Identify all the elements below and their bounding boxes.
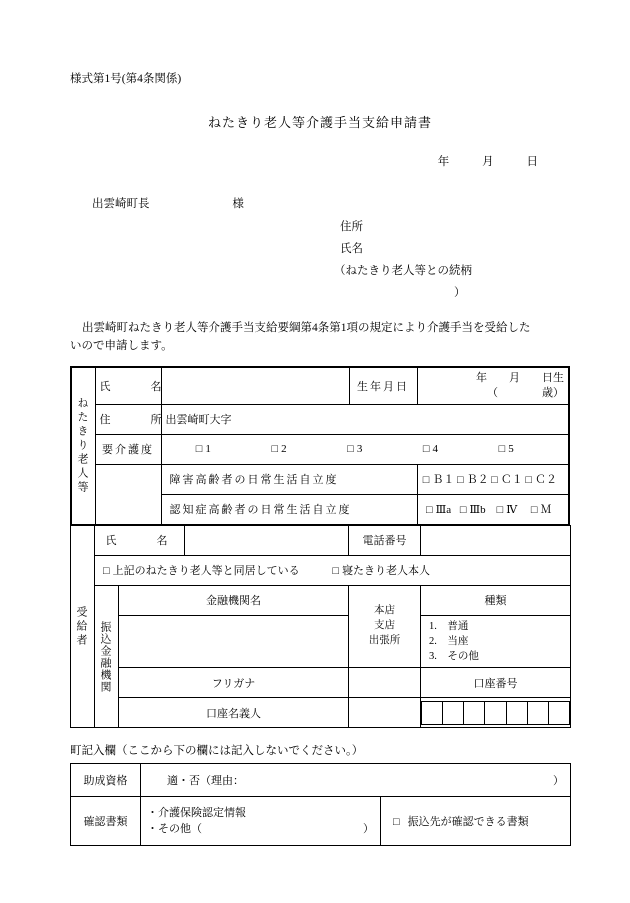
- dementia-option-3b: Ⅲb: [469, 504, 486, 517]
- self-option[interactable]: [332, 565, 430, 577]
- account-number-boxes[interactable]: [421, 698, 571, 728]
- branch-label-honten: 本店: [374, 605, 395, 617]
- recipient-living-options[interactable]: [95, 555, 571, 585]
- dementia-option[interactable]: [456, 503, 490, 516]
- table-row: [71, 698, 571, 728]
- recipient-phone-label: 電話番号: [349, 525, 421, 555]
- table-row: [71, 668, 571, 698]
- care-level-4: 4: [432, 443, 439, 456]
- documents-item-2: [147, 821, 374, 838]
- dementia-option-3a: Ⅲa: [435, 504, 452, 517]
- care-level-5: 5: [508, 443, 514, 456]
- disability-option-c1: Ｃ１: [500, 474, 523, 487]
- account-no-label: 口座番号: [421, 668, 571, 698]
- checkbox-icon[interactable]: □: [498, 443, 506, 456]
- checkbox-icon[interactable]: □: [393, 816, 400, 829]
- care-level-label: 要介護度: [95, 434, 161, 464]
- care-level-option[interactable]: [241, 443, 317, 455]
- transfer-check-cell[interactable]: [381, 797, 571, 846]
- care-level-1: 1: [205, 443, 211, 456]
- disability-option[interactable]: [422, 471, 456, 487]
- documents-list[interactable]: [141, 797, 381, 846]
- intro-line-1: 出雲崎町ねたきり老人等介護手当支給要綱第4条第1項の規定により介護手当を受給した: [82, 322, 531, 335]
- document-title: ねたきり老人等介護手当支給申請書: [207, 115, 432, 130]
- bank-name-label: 金融機関名: [119, 585, 349, 615]
- checkbox-icon[interactable]: □: [103, 565, 110, 578]
- date-day: 日: [526, 156, 540, 168]
- account-digit-cell[interactable]: [485, 701, 506, 724]
- qualification-value[interactable]: [141, 764, 571, 797]
- disability-label: 障害高齢者の日常生活自立度: [161, 464, 417, 494]
- documents-item-1: ・介護保険認定情報: [147, 806, 246, 819]
- account-digit-cell[interactable]: [464, 701, 485, 724]
- table-row: [71, 555, 571, 585]
- applicant-address-label: 住所: [340, 221, 363, 233]
- elderly-vertical-label: ねたきり老人等: [71, 367, 95, 525]
- branch-label-shucchojo: 出張所: [368, 634, 401, 646]
- dementia-option[interactable]: [422, 503, 456, 516]
- bank-name-input[interactable]: [119, 615, 349, 668]
- birth-line-2: （ 歳）: [487, 386, 564, 399]
- table-row: [71, 404, 569, 434]
- dementia-label: 認知症高齢者の日常生活自立度: [161, 494, 417, 525]
- elderly-address-value: 出雲崎町大字: [165, 414, 232, 427]
- table-row: [422, 701, 570, 724]
- applicant-relation-label: （ねたきり老人等との続柄: [334, 264, 472, 277]
- addressee-honorific: 様: [232, 198, 244, 210]
- care-level-option[interactable]: [317, 443, 393, 455]
- care-level-3: 3: [356, 443, 363, 456]
- recipient-name-input[interactable]: [185, 525, 349, 555]
- transfer-check-label: 振込先が確認できる書類: [407, 816, 529, 829]
- checkbox-icon[interactable]: □: [332, 565, 340, 578]
- account-type-label: 種類: [421, 585, 571, 615]
- qualification-close: ）: [553, 775, 564, 788]
- account-digit-cell[interactable]: [506, 701, 527, 724]
- disability-option[interactable]: [490, 471, 524, 487]
- table-row: [71, 525, 571, 555]
- table-row: [71, 797, 571, 846]
- account-number-grid: [421, 701, 570, 725]
- town-section-note: 町記入欄（ここから下の欄には記入しないでください。）: [70, 745, 364, 758]
- table-row: [71, 434, 569, 464]
- birth-line-1: 年 月 日生: [476, 372, 564, 384]
- checkbox-icon[interactable]: □: [456, 474, 464, 487]
- dementia-option-m: Ｍ: [540, 504, 552, 517]
- dementia-option-4: Ⅳ: [506, 504, 518, 517]
- checkbox-icon[interactable]: □: [422, 474, 430, 487]
- applicant-relation-line: [334, 261, 570, 305]
- account-holder-label: 口座名義人: [119, 698, 349, 728]
- table-row: [71, 764, 571, 797]
- cohabit-option[interactable]: [103, 565, 300, 577]
- addressee-name: 出雲崎町長: [92, 198, 150, 210]
- bank-vertical-label: 振込金融機関: [95, 585, 119, 728]
- documents-item-2-text: ・その他（: [147, 823, 202, 836]
- recipient-name-label: 氏 名: [95, 525, 185, 555]
- documents-label: 確認書類: [71, 797, 141, 846]
- applicant-block: [334, 217, 570, 304]
- documents-item-2-close: ）: [363, 823, 374, 836]
- disability-options[interactable]: [417, 464, 569, 494]
- recipient-phone-input[interactable]: [421, 525, 571, 555]
- elderly-section-table: [70, 366, 570, 526]
- qualification-label: 助成資格: [71, 764, 141, 797]
- branch-label-shiten: 支店: [374, 620, 395, 632]
- elderly-blank-cell: [95, 464, 161, 525]
- care-level-option[interactable]: [393, 443, 469, 455]
- disability-option-c2: Ｃ２: [534, 474, 557, 487]
- town-section-table: [70, 763, 571, 846]
- checkbox-icon[interactable]: □: [525, 474, 532, 487]
- care-level-option[interactable]: [166, 443, 242, 455]
- applicant-relation-close: ）: [454, 286, 466, 299]
- self-option-label: 寝たきり老人本人: [342, 565, 431, 578]
- disability-option[interactable]: [456, 471, 490, 487]
- dementia-option[interactable]: [490, 503, 524, 516]
- account-type-toza[interactable]: 2. 当座: [429, 635, 469, 647]
- account-digit-cell[interactable]: [548, 701, 569, 724]
- addressee-line: [92, 195, 570, 211]
- applicant-name-label: 氏名: [340, 242, 363, 255]
- cohabit-option-label: 上記のねたきり老人等と同居している: [112, 565, 300, 578]
- recipient-vertical-label: 受給者: [71, 525, 95, 728]
- checkbox-icon[interactable]: □: [496, 504, 504, 517]
- account-type-other[interactable]: 3. その他: [429, 651, 479, 663]
- dementia-options[interactable]: [417, 494, 569, 525]
- dementia-option[interactable]: [524, 501, 558, 517]
- elderly-address-label: 住 所: [95, 404, 161, 434]
- account-digit-cell[interactable]: [527, 701, 548, 724]
- recipient-section-table: [70, 525, 571, 729]
- date-line: [70, 153, 540, 169]
- account-digit-cell[interactable]: [443, 701, 464, 724]
- qualification-text: 適・否（理由：: [167, 775, 244, 788]
- checkbox-icon[interactable]: □: [422, 443, 430, 456]
- furigana-label: フリガナ: [119, 668, 349, 698]
- disability-option-b2: Ｂ２: [466, 474, 489, 487]
- table-row: [71, 367, 569, 404]
- date-year: 年: [437, 156, 452, 168]
- table-row: [71, 585, 571, 615]
- elderly-address-input[interactable]: [161, 404, 569, 434]
- checkbox-icon[interactable]: □: [347, 443, 354, 456]
- checkbox-icon[interactable]: □: [195, 443, 203, 456]
- form-number: 様式第1号(第4条関係): [70, 73, 182, 85]
- account-digit-cell[interactable]: [422, 701, 443, 724]
- intro-paragraph: [70, 320, 570, 356]
- account-type-options[interactable]: [421, 615, 571, 668]
- elderly-name-input[interactable]: [161, 367, 349, 404]
- furigana-input[interactable]: [349, 668, 421, 698]
- care-level-options[interactable]: [161, 434, 569, 464]
- date-month: 月: [482, 156, 496, 168]
- checkbox-icon[interactable]: □: [459, 504, 467, 517]
- elderly-birth-input[interactable]: [417, 367, 569, 404]
- disability-option[interactable]: [524, 471, 558, 487]
- checkbox-icon[interactable]: □: [426, 504, 433, 517]
- table-row: [71, 615, 571, 668]
- intro-line-2: いので申請します。: [70, 340, 173, 353]
- disability-option-b1: Ｂ１: [432, 474, 455, 487]
- account-holder-input[interactable]: [349, 698, 421, 728]
- account-type-futsu[interactable]: 1. 普通: [429, 620, 469, 632]
- branch-type-label: [349, 585, 421, 668]
- checkbox-icon[interactable]: □: [271, 443, 279, 456]
- elderly-name-label: 氏 名: [95, 367, 161, 404]
- care-level-2: 2: [281, 443, 287, 456]
- checkbox-icon[interactable]: □: [491, 474, 498, 487]
- table-row: [71, 464, 569, 494]
- care-level-option[interactable]: [468, 443, 544, 455]
- elderly-birth-label: 生年月日: [349, 367, 417, 404]
- checkbox-icon[interactable]: □: [530, 504, 538, 517]
